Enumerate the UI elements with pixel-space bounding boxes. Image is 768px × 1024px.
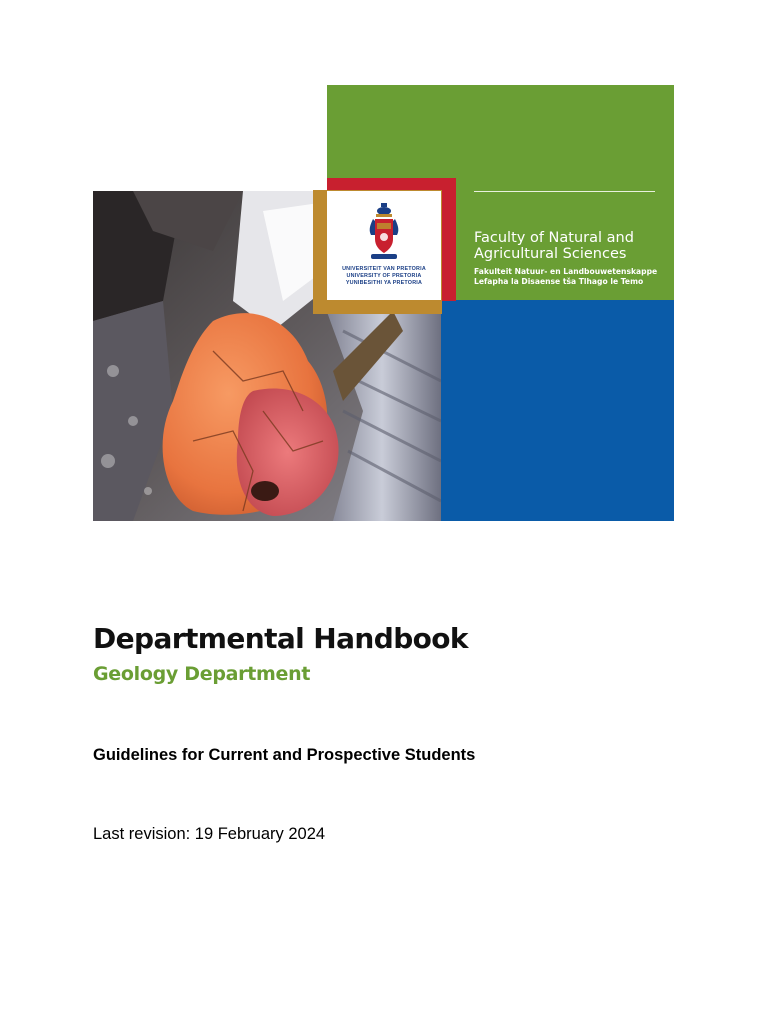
faculty-divider <box>474 191 655 192</box>
university-coat-of-arms-icon <box>367 201 401 263</box>
university-name-afrikaans: UNIVERSITEIT VAN PRETORIA <box>342 266 426 272</box>
document-subtitle: Geology Department <box>93 663 311 685</box>
revision-date: Last revision: 19 February 2024 <box>93 825 326 843</box>
guidelines-heading: Guidelines for Current and Prospective Students <box>93 746 476 764</box>
document-title: Departmental Handbook <box>93 622 468 655</box>
faculty-name-english: Faculty of Natural and Agricultural Sciences <box>474 230 634 262</box>
university-name-english: UNIVERSITY OF PRETORIA <box>346 273 422 279</box>
faculty-name-sepedi: Lefapha la Disaense tša Tlhago le Temo <box>474 277 644 286</box>
blue-panel <box>441 300 674 521</box>
university-name-zulu: YUNIBESITHI YA PRETORIA <box>345 280 423 286</box>
faculty-name-afrikaans: Fakulteit Natuur- en Landbouwetenskappe <box>474 267 658 276</box>
university-logo <box>327 191 441 300</box>
